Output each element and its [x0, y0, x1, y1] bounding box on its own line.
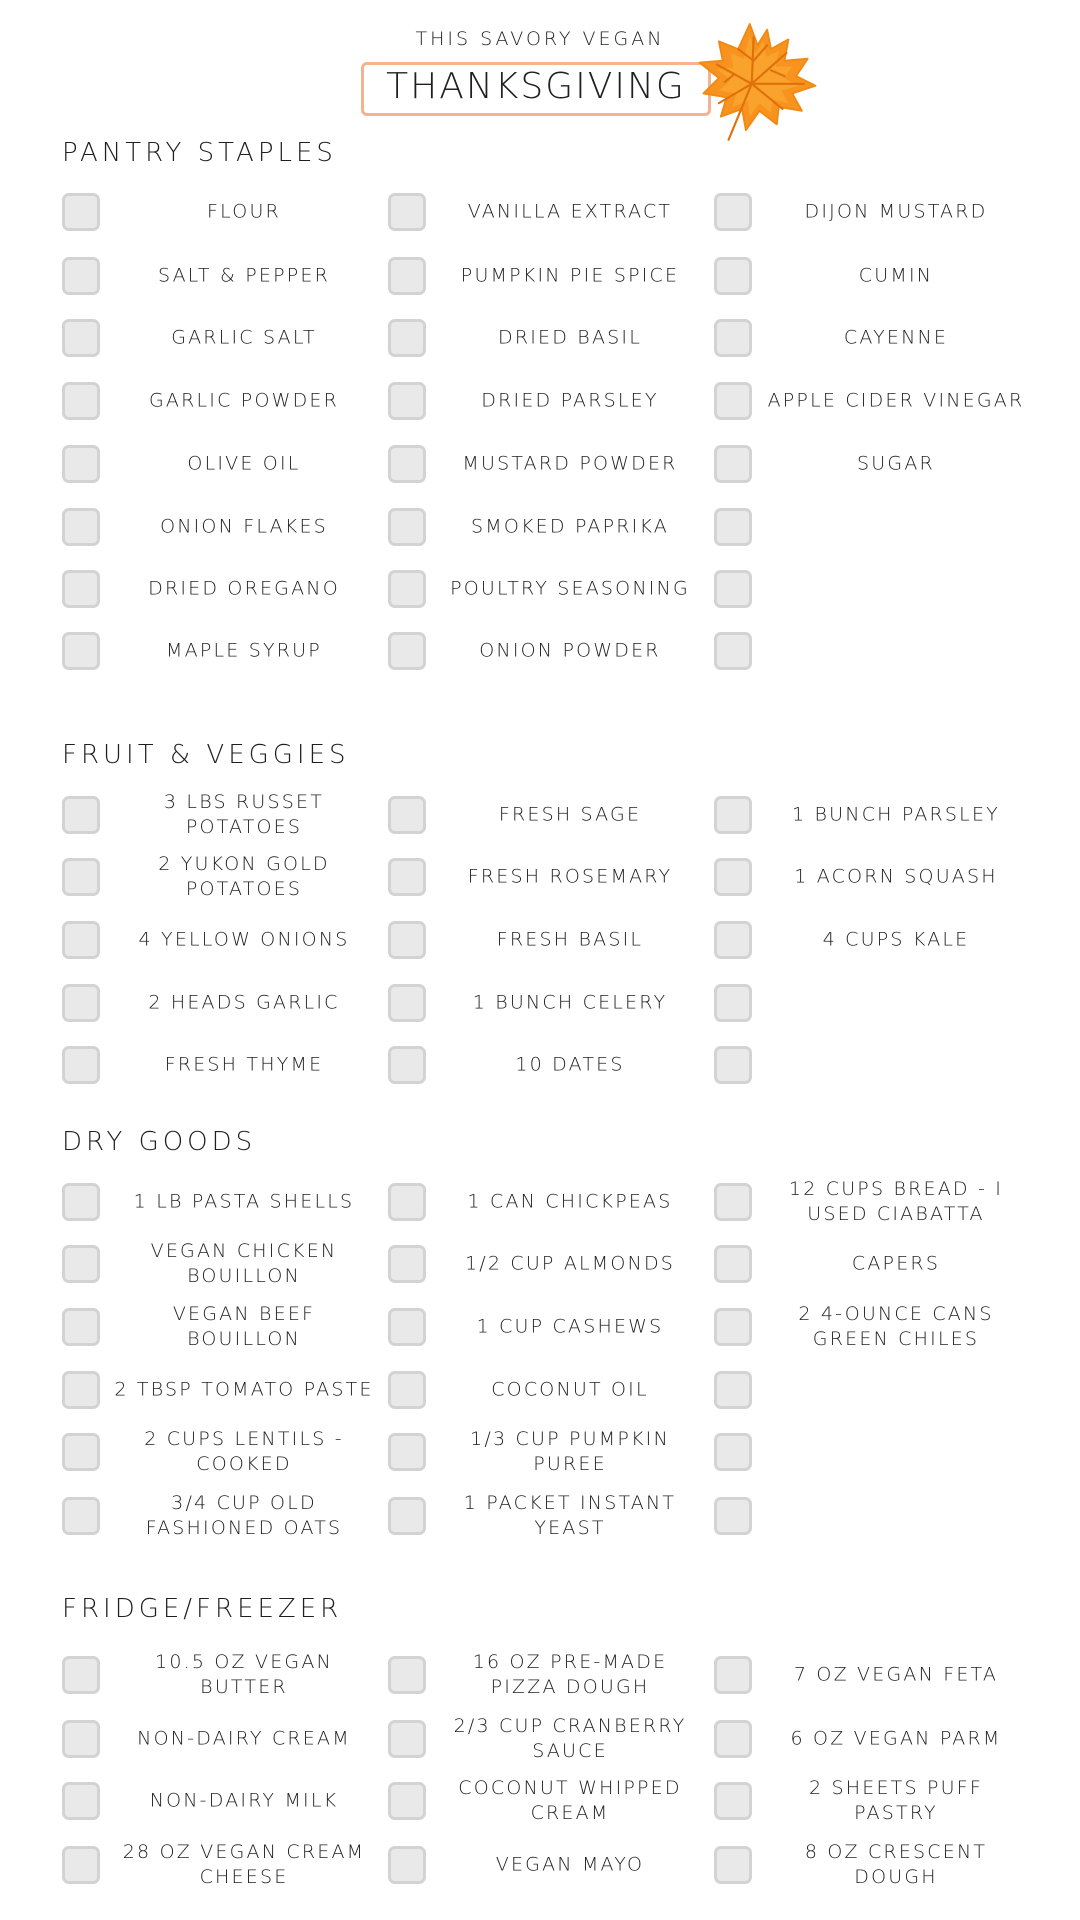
item-label: SMOKED PAPRIKA: [471, 515, 669, 538]
page-header: [0, 0, 1080, 150]
item-label: 4 CUPS KALE: [822, 928, 970, 951]
item-label: FRESH THYME: [164, 1053, 324, 1076]
checklist-item[interactable]: [388, 1422, 702, 1482]
checklist-item[interactable]: [62, 1035, 376, 1095]
checklist-item[interactable]: [388, 1172, 702, 1232]
item-label: MAPLE SYRUP: [166, 639, 322, 662]
section-title: PANTRY STAPLES: [62, 138, 337, 168]
item-label: DIJON MUSTARD: [804, 200, 988, 223]
checklist-item[interactable]: [62, 621, 376, 681]
checkbox[interactable]: [388, 319, 426, 357]
checkbox[interactable]: [62, 1497, 100, 1535]
checklist-item[interactable]: [388, 847, 702, 907]
item-label: FRESH ROSEMARY: [467, 865, 673, 888]
checkbox[interactable]: [714, 1245, 752, 1283]
item-label: 6 OZ VEGAN PARM: [790, 1727, 1002, 1750]
checkbox[interactable]: [714, 796, 752, 834]
checklist-item[interactable]: [62, 1486, 376, 1546]
checklist-item[interactable]: [388, 1035, 702, 1095]
maple-leaf-icon: [690, 14, 825, 144]
checklist-item[interactable]: [388, 434, 702, 494]
checkbox[interactable]: [714, 1433, 752, 1471]
checkbox[interactable]: [388, 1183, 426, 1221]
checkbox[interactable]: [62, 570, 100, 608]
checkbox[interactable]: [388, 1497, 426, 1535]
section-title: FRUIT & VEGGIES: [62, 740, 350, 770]
checklist-item[interactable]: [62, 847, 376, 907]
checkbox[interactable]: [714, 1497, 752, 1535]
item-label: PUMPKIN PIE SPICE: [460, 264, 680, 287]
checklist-item[interactable]: [714, 1234, 1028, 1294]
checkbox[interactable]: [388, 1846, 426, 1884]
item-label: CAYENNE: [843, 326, 949, 349]
checklist-item[interactable]: [62, 434, 376, 494]
checkbox[interactable]: [388, 1656, 426, 1694]
item-label: ONION FLAKES: [160, 515, 328, 538]
checklist-item[interactable]: [714, 182, 1028, 242]
item-label: 1/2 CUP ALMONDS: [464, 1252, 676, 1275]
checkbox[interactable]: [62, 1433, 100, 1471]
checklist-item[interactable]: [62, 559, 376, 619]
page-title: THANKSGIVING: [386, 66, 686, 107]
checkbox[interactable]: [388, 1371, 426, 1409]
checklist-item[interactable]: [714, 371, 1028, 431]
section-title: DRY GOODS: [62, 1127, 257, 1157]
checkbox[interactable]: [714, 1371, 752, 1409]
checkbox[interactable]: [62, 382, 100, 420]
item-label: 3 LBS RUSSET POTATOES: [163, 791, 325, 838]
checkbox[interactable]: [62, 1371, 100, 1409]
checklist-item[interactable]: [388, 785, 702, 845]
checkbox[interactable]: [388, 1308, 426, 1346]
checklist-item[interactable]: [62, 246, 376, 306]
item-label: COCONUT WHIPPED CREAM: [458, 1777, 682, 1824]
item-label: 2 YUKON GOLD POTATOES: [158, 853, 330, 900]
checklist-item[interactable]: [62, 785, 376, 845]
checkbox[interactable]: [714, 319, 752, 357]
checklist-item[interactable]: [714, 1172, 1028, 1232]
checkbox[interactable]: [62, 257, 100, 295]
checklist-item[interactable]: [62, 1709, 376, 1769]
item-label: CUMIN: [858, 264, 934, 287]
checklist-item[interactable]: [62, 1297, 376, 1357]
checkbox[interactable]: [62, 508, 100, 546]
checklist-item[interactable]: [714, 1035, 1028, 1095]
checklist-item[interactable]: [714, 434, 1028, 494]
item-label: APPLE CIDER VINEGAR: [767, 389, 1025, 412]
checkbox[interactable]: [714, 1046, 752, 1084]
checklist-item[interactable]: [62, 1360, 376, 1420]
checkbox[interactable]: [388, 1046, 426, 1084]
checkbox[interactable]: [714, 1720, 752, 1758]
checklist-item[interactable]: [714, 1486, 1028, 1546]
checklist-item[interactable]: [62, 1771, 376, 1831]
checkbox[interactable]: [62, 796, 100, 834]
item-label: 1 ACORN SQUASH: [794, 865, 998, 888]
checkbox[interactable]: [388, 445, 426, 483]
item-label: SALT & PEPPER: [157, 264, 331, 287]
checklist-item[interactable]: [714, 973, 1028, 1033]
checklist-item[interactable]: [388, 182, 702, 242]
checklist-item[interactable]: [714, 497, 1028, 557]
item-label: GARLIC POWDER: [148, 389, 340, 412]
item-label: OLIVE OIL: [187, 452, 301, 475]
item-label: 28 OZ VEGAN CREAM CHEESE: [122, 1841, 366, 1888]
checklist-item[interactable]: [714, 1709, 1028, 1769]
item-label: 1 CAN CHICKPEAS: [467, 1190, 673, 1213]
item-label: 1 PACKET INSTANT YEAST: [463, 1492, 677, 1539]
checkbox[interactable]: [62, 1245, 100, 1283]
checkbox[interactable]: [62, 1782, 100, 1820]
checkbox[interactable]: [714, 570, 752, 608]
item-label: 1 CUP CASHEWS: [476, 1315, 664, 1338]
checkbox[interactable]: [62, 858, 100, 896]
checkbox[interactable]: [714, 1183, 752, 1221]
checkbox[interactable]: [388, 1720, 426, 1758]
item-label: 8 OZ CRESCENT DOUGH: [804, 1841, 988, 1888]
checkbox[interactable]: [62, 1046, 100, 1084]
checkbox[interactable]: [62, 445, 100, 483]
checklist-item[interactable]: [388, 1360, 702, 1420]
item-label: SUGAR: [857, 452, 935, 475]
checklist-item[interactable]: [388, 621, 702, 681]
section-title: FRIDGE/FREEZER: [62, 1594, 343, 1624]
item-label: VEGAN BEEF BOUILLON: [172, 1303, 316, 1350]
checklist-item[interactable]: [388, 973, 702, 1033]
checkbox[interactable]: [62, 921, 100, 959]
checklist-item[interactable]: [62, 308, 376, 368]
checkbox[interactable]: [388, 382, 426, 420]
checkbox[interactable]: [388, 632, 426, 670]
checkbox[interactable]: [62, 193, 100, 231]
checklist-item[interactable]: [714, 621, 1028, 681]
checklist-item[interactable]: [714, 1422, 1028, 1482]
checkbox[interactable]: [388, 1782, 426, 1820]
checkbox[interactable]: [388, 508, 426, 546]
checkbox[interactable]: [388, 796, 426, 834]
checkbox[interactable]: [714, 257, 752, 295]
checklist-item[interactable]: [62, 1835, 376, 1895]
checklist-item[interactable]: [714, 1645, 1028, 1705]
checklist-item[interactable]: [388, 371, 702, 431]
checklist-item[interactable]: [62, 1172, 376, 1232]
item-label: 1 BUNCH PARSLEY: [792, 803, 1000, 826]
item-label: 12 CUPS BREAD - I USED CIABATTA: [788, 1178, 1004, 1225]
checkbox[interactable]: [62, 319, 100, 357]
checklist-item[interactable]: [714, 910, 1028, 970]
item-label: 3/4 CUP OLD FASHIONED OATS: [145, 1492, 343, 1539]
checkbox[interactable]: [714, 193, 752, 231]
checklist-item[interactable]: [388, 1645, 702, 1705]
item-label: CAPERS: [851, 1252, 941, 1275]
checklist-item[interactable]: [62, 973, 376, 1033]
checkbox[interactable]: [62, 1308, 100, 1346]
item-label: 16 OZ PRE-MADE PIZZA DOUGH: [472, 1651, 668, 1698]
item-label: ONION POWDER: [479, 639, 661, 662]
checkbox[interactable]: [714, 1782, 752, 1820]
item-label: 2 4-OUNCE CANS GREEN CHILES: [798, 1303, 994, 1350]
checklist-item[interactable]: [714, 308, 1028, 368]
checkbox[interactable]: [388, 984, 426, 1022]
item-label: NON-DAIRY CREAM: [137, 1727, 351, 1750]
item-label: MUSTARD POWDER: [462, 452, 678, 475]
checkbox[interactable]: [62, 984, 100, 1022]
item-label: 1/3 CUP PUMPKIN PUREE: [470, 1428, 670, 1475]
checkbox[interactable]: [714, 445, 752, 483]
item-label: VEGAN CHICKEN BOUILLON: [150, 1240, 338, 1287]
checklist-item[interactable]: [388, 1771, 702, 1831]
item-label: FLOUR: [207, 200, 281, 223]
item-label: COCONUT OIL: [491, 1378, 649, 1401]
checkbox[interactable]: [714, 921, 752, 959]
item-label: VEGAN MAYO: [495, 1853, 645, 1876]
item-label: POULTRY SEASONING: [450, 577, 690, 600]
item-label: FRESH BASIL: [496, 928, 644, 951]
checklist-item[interactable]: [62, 1645, 376, 1705]
checkbox[interactable]: [62, 1720, 100, 1758]
checkbox[interactable]: [62, 632, 100, 670]
checkbox[interactable]: [388, 257, 426, 295]
checklist-item[interactable]: [388, 1835, 702, 1895]
checkbox[interactable]: [388, 858, 426, 896]
checklist-item[interactable]: [714, 559, 1028, 619]
checkbox[interactable]: [388, 1245, 426, 1283]
checkbox[interactable]: [388, 1433, 426, 1471]
item-label: 1 LB PASTA SHELLS: [133, 1190, 355, 1213]
item-label: 4 YELLOW ONIONS: [138, 928, 350, 951]
checklist-item[interactable]: [62, 497, 376, 557]
checklist-item[interactable]: [62, 1234, 376, 1294]
checklist-item[interactable]: [388, 1297, 702, 1357]
item-label: DRIED OREGANO: [148, 577, 340, 600]
item-label: DRIED BASIL: [498, 326, 642, 349]
item-label: NON-DAIRY MILK: [149, 1789, 339, 1812]
item-label: 1 BUNCH CELERY: [472, 991, 668, 1014]
checklist-item[interactable]: [62, 1422, 376, 1482]
checklist-item[interactable]: [388, 559, 702, 619]
checklist-item[interactable]: [62, 182, 376, 242]
checklist-item[interactable]: [714, 246, 1028, 306]
checklist-item[interactable]: [62, 910, 376, 970]
checklist-item[interactable]: [388, 1234, 702, 1294]
checklist-item[interactable]: [388, 308, 702, 368]
checklist-item[interactable]: [388, 1709, 702, 1769]
item-label: 2 SHEETS PUFF PASTRY: [808, 1777, 983, 1824]
checklist-item[interactable]: [62, 371, 376, 431]
checkbox[interactable]: [714, 382, 752, 420]
checklist-item[interactable]: [714, 785, 1028, 845]
checklist-item[interactable]: [388, 246, 702, 306]
checkbox[interactable]: [388, 193, 426, 231]
checkbox[interactable]: [62, 1656, 100, 1694]
item-label: 2/3 CUP CRANBERRY SAUCE: [453, 1715, 687, 1762]
item-label: 10.5 OZ VEGAN BUTTER: [155, 1651, 333, 1698]
checkbox[interactable]: [388, 570, 426, 608]
item-label: 2 HEADS GARLIC: [148, 991, 340, 1014]
checklist-item[interactable]: [714, 847, 1028, 907]
checkbox[interactable]: [714, 1308, 752, 1346]
checkbox[interactable]: [62, 1183, 100, 1221]
checkbox[interactable]: [714, 508, 752, 546]
checklist-item[interactable]: [714, 1835, 1028, 1895]
checklist-item[interactable]: [714, 1297, 1028, 1357]
item-label: FRESH SAGE: [498, 803, 642, 826]
item-label: 2 TBSP TOMATO PASTE: [114, 1378, 374, 1401]
checkbox[interactable]: [714, 1656, 752, 1694]
item-label: 2 CUPS LENTILS - COOKED: [144, 1428, 344, 1475]
checklist-item[interactable]: [388, 497, 702, 557]
checkbox[interactable]: [714, 858, 752, 896]
checklist-item[interactable]: [388, 1486, 702, 1546]
checkbox[interactable]: [714, 1846, 752, 1884]
checklist-item[interactable]: [714, 1360, 1028, 1420]
checkbox[interactable]: [714, 632, 752, 670]
page-subtitle: THIS SAVORY VEGAN: [415, 28, 665, 50]
item-label: GARLIC SALT: [171, 326, 317, 349]
item-label: 7 OZ VEGAN FETA: [793, 1663, 999, 1686]
checkbox[interactable]: [714, 984, 752, 1022]
checkbox[interactable]: [388, 921, 426, 959]
item-label: VANILLA EXTRACT: [467, 200, 673, 223]
checklist-item[interactable]: [714, 1771, 1028, 1831]
item-label: DRIED PARSLEY: [481, 389, 659, 412]
item-label: 10 DATES: [515, 1053, 625, 1076]
checkbox[interactable]: [62, 1846, 100, 1884]
checklist-item[interactable]: [388, 910, 702, 970]
